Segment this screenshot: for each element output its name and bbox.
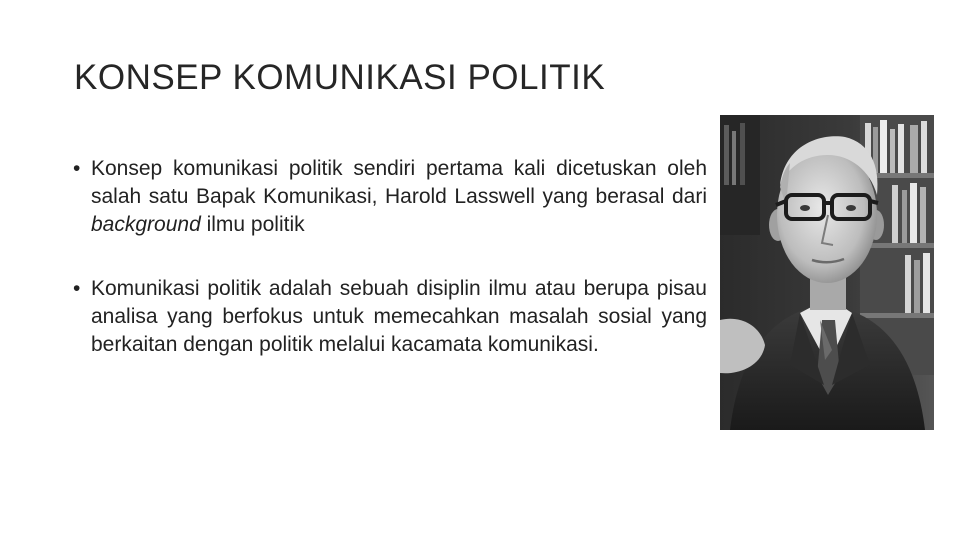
portrait-illustration (720, 115, 934, 430)
bullet-item-2 (73, 275, 707, 359)
bullet-dot: • (73, 157, 81, 180)
portrait-photo (720, 115, 934, 430)
bullet-dot: • (73, 277, 81, 300)
bullet-2-text: Komunikasi politik adalah sebuah disiplin ilmu atau berupa pisau analisa yang berfokus untuk memecahkan masalah sosial yang berkaitan dengan politik melalui kacamata komunikasi. (91, 277, 707, 356)
bullet-list (73, 155, 707, 359)
bullet-item-1 (73, 155, 707, 239)
bullet-1-text: Konsep komunikasi politik sendiri pertama kali dicetuskan oleh salah satu Bapak Komunikasi, Harold Lasswell yang berasal dari (91, 157, 707, 208)
bullet-1-italic: background (91, 213, 201, 236)
bullet-1-text-end: ilmu politik (200, 213, 305, 236)
slide-title: KONSEP KOMUNIKASI POLITIK (74, 58, 606, 97)
